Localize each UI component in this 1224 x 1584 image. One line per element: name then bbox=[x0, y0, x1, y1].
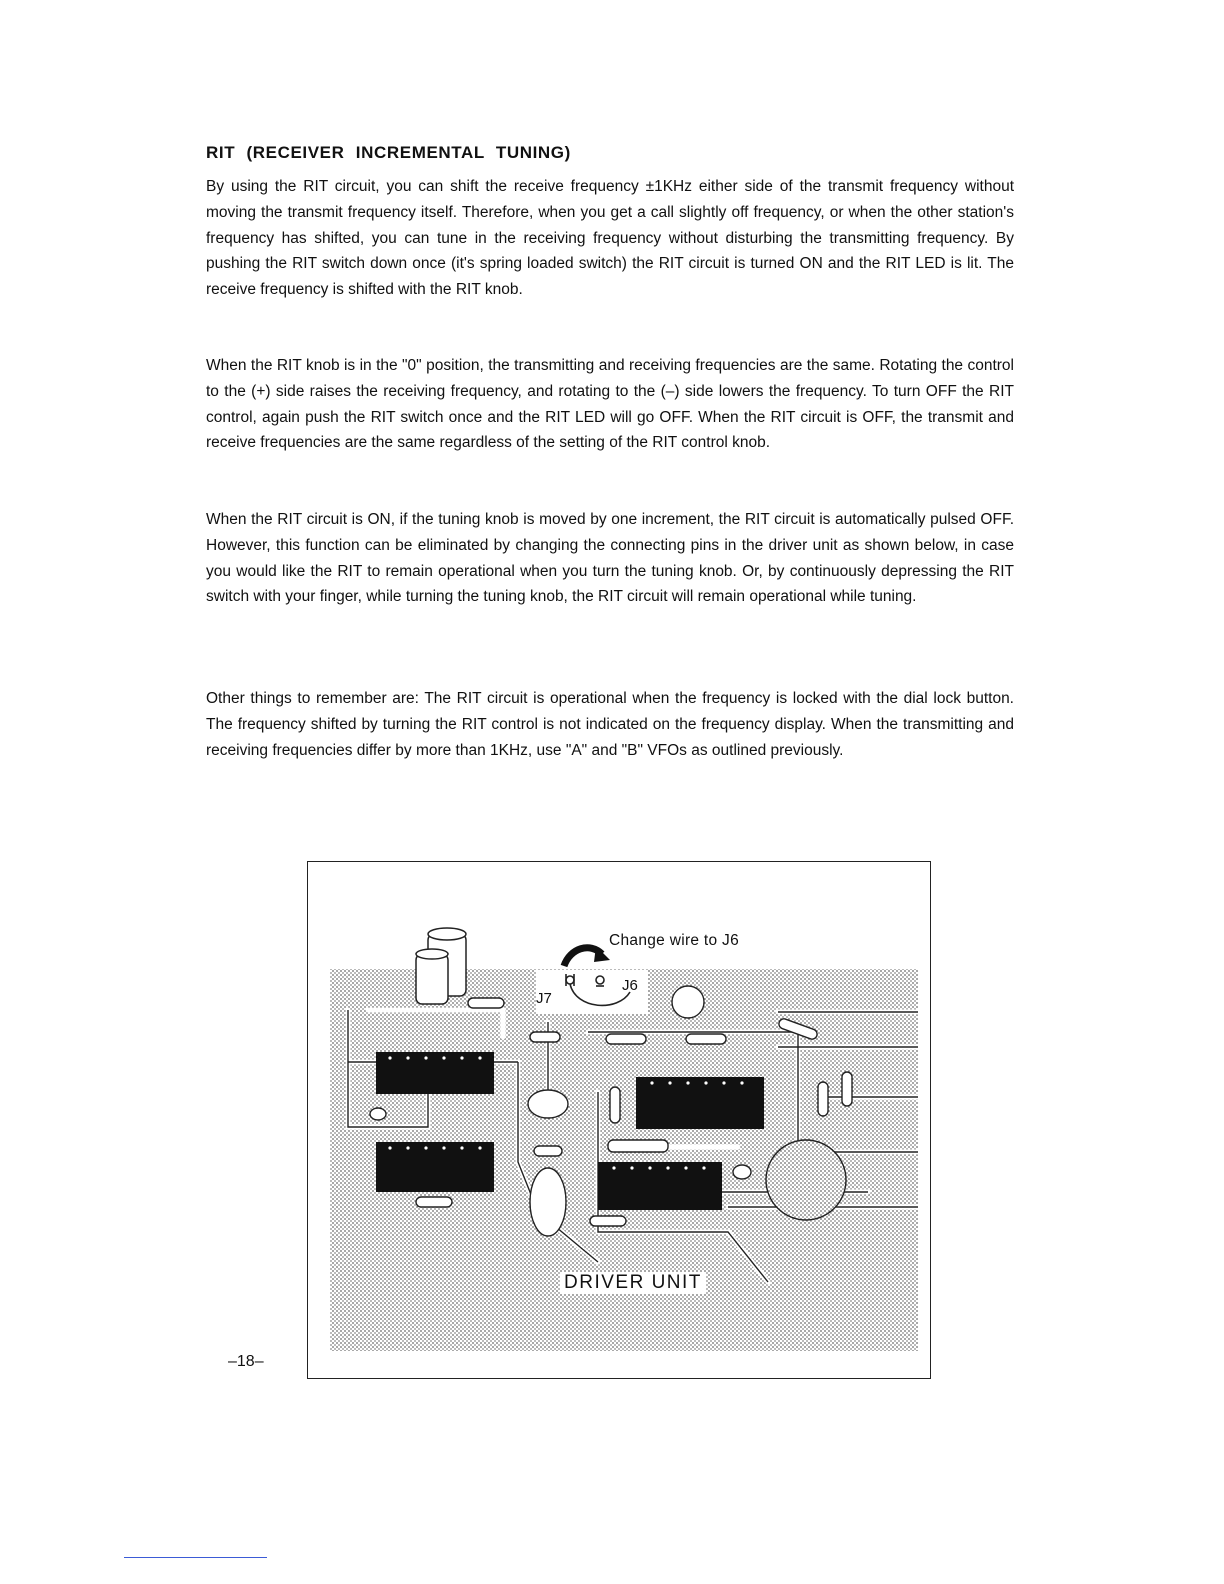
driver-unit-figure bbox=[307, 861, 931, 1379]
change-wire-callout: Change wire to J6 bbox=[609, 932, 740, 949]
paragraph-rit-pulsed-off: When the RIT circuit is ON, if the tuning knob is moved by one increment, the RIT circuit is automatically pulsed OFF. However, this function can be eliminated by changing the connecting pins in the driver unit as shown below, in case you would like the RIT to remain operational when you turn the tuning knob. Or, by continuously depressing the RIT switch with your finger, while turning the tuning knob, the RIT circuit will remain operational while tuning. bbox=[206, 511, 1014, 606]
label-j7: J7 bbox=[536, 990, 552, 1007]
driver-unit-label: DRIVER UNIT bbox=[560, 1272, 706, 1294]
footnote-rule bbox=[124, 1557, 267, 1558]
paragraph-rit-knob: When the RIT knob is in the "0" position, the transmitting and receiving frequencies are the same. Rotating the control to the (+) side raises the receiving frequency, and rotating to the (–) side lowers the frequency. To turn OFF the RIT control, again push the RIT switch once and the RIT LED will go OFF. When the RIT circuit is OFF, the transmit and receive frequencies are the same regardless of the setting of the RIT control knob. bbox=[206, 357, 1014, 452]
electrolytic-capacitor bbox=[416, 928, 466, 1004]
paragraph-other-things: Other things to remember are: The RIT circuit is operational when the frequency is locked with the dial lock button. The frequency shifted by turning the RIT control is not indicated on the frequency display. When the transmitting and receiving frequencies differ by more than 1KHz, use "A" and "B" VFOs as outlined previously. bbox=[206, 690, 1014, 759]
section-heading: RIT (RECEIVER INCREMENTAL TUNING) bbox=[206, 143, 571, 162]
label-j6: J6 bbox=[622, 977, 638, 994]
paragraph-rit-intro: By using the RIT circuit, you can shift the receive frequency ±1KHz either side of the transmit frequency without moving the transmit frequency itself. Therefore, when you get a call slightly off frequency, or when the other station's frequency has shifted, you can tune in the receiving frequency without disturbing the transmitting frequency. By pushing the RIT switch down once (it's spring loaded switch) the RIT circuit is turned ON and the RIT LED is lit. The receive frequency is shifted with the RIT knob. bbox=[206, 178, 1014, 299]
page-number: –18– bbox=[228, 1353, 264, 1370]
